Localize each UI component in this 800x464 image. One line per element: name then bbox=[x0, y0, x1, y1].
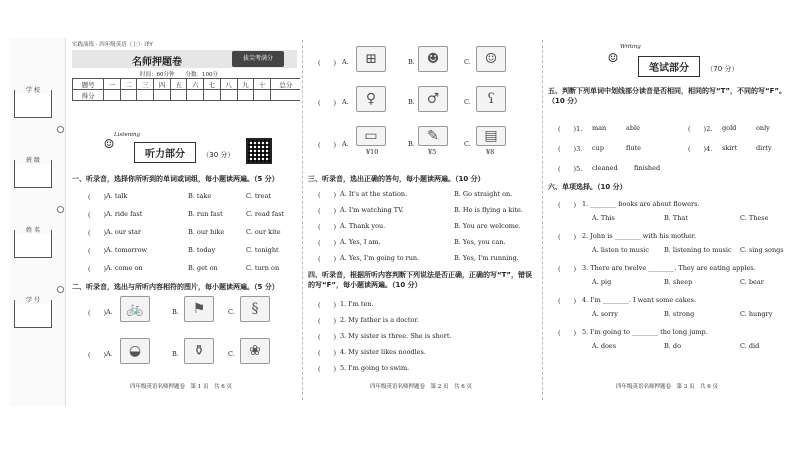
answer-blank[interactable]: ( ) bbox=[318, 349, 337, 357]
binding-hole bbox=[57, 206, 64, 213]
word-b: dirty bbox=[756, 144, 772, 152]
score-cell: 七 bbox=[204, 79, 221, 90]
q2-heading: 二、听录音，选出与所听内容相符的图片，每小题读两遍。（5 分） bbox=[72, 283, 279, 291]
question-stem: 3. There are twelve ________. They are eating apples. bbox=[582, 264, 756, 272]
option-b: B. bbox=[408, 98, 415, 106]
score-label-cell: 得分 bbox=[73, 90, 104, 101]
option-a: A. Yes, I'm going to run. bbox=[340, 254, 420, 262]
word-a: gold bbox=[722, 124, 737, 132]
option-b: B. run fast bbox=[188, 210, 223, 218]
writing-section-header bbox=[638, 56, 738, 77]
option-c: C. bbox=[228, 308, 235, 316]
word-b: only bbox=[756, 124, 770, 132]
question-stem: 1. ________ books are about flowers. bbox=[582, 200, 700, 208]
option-b: B. do bbox=[664, 342, 681, 350]
option-b: B. listening to music bbox=[664, 246, 732, 254]
page-title: 名师押题卷 bbox=[132, 57, 182, 68]
option-c: C. turn on bbox=[246, 264, 280, 272]
school-label: 学 校 bbox=[15, 85, 51, 94]
word-b: finished bbox=[634, 164, 661, 172]
name-box[interactable] bbox=[14, 227, 52, 258]
answer-blank[interactable]: ( ) bbox=[318, 255, 337, 263]
option-a: A. sorry bbox=[592, 310, 618, 318]
option-b: B. Go straight on. bbox=[454, 190, 513, 198]
student-id-label: 学 号 bbox=[15, 295, 51, 304]
pic-pen-icon: ✎ bbox=[418, 126, 448, 146]
answer-blank[interactable]: ( ) bbox=[88, 229, 107, 237]
option-a: A. It's at the station. bbox=[340, 190, 408, 198]
score-cell: 题号 bbox=[73, 79, 104, 90]
title-bar bbox=[72, 50, 297, 68]
word-b: able bbox=[626, 124, 640, 132]
option-a: A. This bbox=[592, 214, 615, 222]
q1-heading: 一、听录音，选择你所听到的单词或词组，每小题读两遍。（5 分） bbox=[72, 175, 279, 183]
answer-blank[interactable]: ( ) bbox=[88, 265, 107, 273]
answer-blank[interactable]: ( )1. bbox=[558, 125, 583, 133]
q4-heading: 四、听录音，根据所听内容判断下列说法是否正确，正确的写“T”，错误的写“F”，每小题读两遍。（10 分） bbox=[308, 271, 532, 289]
option-c: C. hungry bbox=[740, 310, 773, 318]
listening-section-header bbox=[134, 142, 234, 163]
answer-blank[interactable]: ( ) bbox=[318, 239, 337, 247]
binding-hole bbox=[57, 126, 64, 133]
option-c: C. read fast bbox=[246, 210, 285, 218]
answer-blank[interactable]: ( ) bbox=[558, 329, 577, 337]
price-label: ¥5 bbox=[428, 148, 437, 156]
option-b: B. today bbox=[188, 246, 216, 254]
school-box[interactable] bbox=[14, 87, 52, 118]
score-cell: 三 bbox=[137, 79, 154, 90]
option-b: B. Yes, you can. bbox=[454, 238, 506, 246]
option-a: A. bbox=[106, 350, 113, 358]
pic-bear-icon: ʕ bbox=[476, 86, 506, 112]
option-b: B. strong bbox=[664, 310, 695, 318]
pic-boy-reading-icon: ♂ bbox=[418, 86, 448, 112]
option-a: A. Yes, I am. bbox=[340, 238, 381, 246]
option-b: B. our bike bbox=[188, 228, 225, 236]
answer-blank[interactable]: ( ) bbox=[88, 309, 107, 317]
answer-blank[interactable]: ( ) bbox=[318, 207, 337, 215]
answer-blank[interactable]: ( )2. bbox=[688, 125, 713, 133]
question-stem: 5. I'm going to ________ the long jump. bbox=[582, 328, 708, 336]
pic-book-icon: ▤ bbox=[476, 126, 506, 146]
pic-dumplings-icon: ❀ bbox=[240, 338, 270, 364]
score-cell: 二 bbox=[120, 79, 137, 90]
statement: 1. I'm ten. bbox=[340, 300, 374, 308]
stamp-badge: 拔尖考满分 bbox=[232, 51, 284, 67]
score-cell: 六 bbox=[187, 79, 204, 90]
listening-points: （30 分） bbox=[202, 151, 235, 159]
answer-blank[interactable]: ( ) bbox=[318, 333, 337, 341]
answer-blank[interactable]: ( ) bbox=[318, 59, 337, 67]
answer-blank[interactable]: ( )3. bbox=[558, 145, 583, 153]
score-input-cell[interactable] bbox=[220, 90, 237, 101]
answer-blank[interactable]: ( ) bbox=[318, 317, 337, 325]
option-a: A. Thank you. bbox=[340, 222, 386, 230]
statement: 4. My sister likes noodles. bbox=[340, 348, 426, 356]
answer-blank[interactable]: ( ) bbox=[558, 297, 577, 305]
option-a: A. our star bbox=[106, 228, 142, 236]
name-label: 姓 名 bbox=[15, 225, 51, 234]
price-label: ¥8 bbox=[486, 148, 495, 156]
class-box[interactable] bbox=[14, 157, 52, 188]
answer-blank[interactable]: ( ) bbox=[318, 301, 337, 309]
word-a: skirt bbox=[722, 144, 738, 152]
score-cell: 一 bbox=[104, 79, 121, 90]
score-cell: 五 bbox=[170, 79, 187, 90]
option-a: A. bbox=[106, 308, 113, 316]
score-input-cell[interactable] bbox=[104, 90, 121, 101]
score-input-cell[interactable] bbox=[270, 90, 300, 101]
student-id-box[interactable] bbox=[14, 297, 52, 328]
option-b: B. He is flying a kite. bbox=[454, 206, 523, 214]
q5-heading: 五、判断下列单词中划线部分读音是否相同，相同的写“T”，不同的写“F”。（10 分） bbox=[548, 87, 786, 105]
option-c: C. sing songs bbox=[740, 246, 784, 254]
listening-title: 听力部分 bbox=[134, 142, 196, 163]
option-a: A. does bbox=[592, 342, 617, 350]
listening-mascot-icon: ☺ bbox=[103, 137, 115, 151]
score-input-cell[interactable] bbox=[170, 90, 187, 101]
option-c: C. bbox=[464, 58, 471, 66]
answer-blank[interactable]: ( ) bbox=[88, 351, 107, 359]
statement: 5. I'm going to swim. bbox=[340, 364, 410, 372]
page-footer: 四年级英语名师押题卷 第 3 页 共 6 页 bbox=[616, 384, 718, 390]
score-cell: 十 bbox=[254, 79, 271, 90]
pic-bag-icon: ⊞ bbox=[356, 46, 386, 72]
option-a: A. I'm watching TV. bbox=[340, 206, 404, 214]
answer-blank[interactable]: ( )4. bbox=[688, 145, 713, 153]
score-input-cell[interactable] bbox=[237, 90, 254, 101]
option-a: A. ride fast bbox=[106, 210, 143, 218]
page-footer: 四年级英语名师押题卷 第 1 页 共 6 页 bbox=[130, 384, 232, 390]
question-stem: 4. I'm ________. I want some cakes. bbox=[582, 296, 696, 304]
option-b: B. bbox=[172, 350, 179, 358]
qr-code-icon[interactable] bbox=[246, 138, 272, 164]
option-b: B. Yes, I'm running. bbox=[454, 254, 519, 262]
score-value-row bbox=[73, 90, 301, 101]
option-c: C. These bbox=[740, 214, 769, 222]
word-a: cleaned bbox=[592, 164, 618, 172]
answer-blank[interactable]: ( ) bbox=[318, 99, 337, 107]
answer-blank[interactable]: ( ) bbox=[88, 211, 107, 219]
statement: 3. My sister is three. She is short. bbox=[340, 332, 452, 340]
pic-bowl-icon: ◒ bbox=[120, 338, 150, 364]
answer-blank[interactable]: ( ) bbox=[318, 223, 337, 231]
option-b: B. That bbox=[664, 214, 688, 222]
pic-riding-icon: 🚲 bbox=[120, 296, 150, 322]
option-b: B. You are welcome. bbox=[454, 222, 521, 230]
option-b: B. bbox=[172, 308, 179, 316]
word-b: flute bbox=[626, 144, 641, 152]
class-label: 班 级 bbox=[15, 155, 51, 164]
option-c: C. did bbox=[740, 342, 760, 350]
option-c: C. bbox=[464, 98, 471, 106]
score-input-cell[interactable] bbox=[187, 90, 204, 101]
option-a: A. tomorrow bbox=[106, 246, 148, 254]
answer-blank[interactable]: ( )5. bbox=[558, 165, 583, 173]
writing-title: 笔试部分 bbox=[638, 56, 700, 77]
time-score-line: 时间：60分钟 分数：100分 bbox=[140, 72, 218, 78]
option-b: B. sheep bbox=[664, 278, 693, 286]
exam-page-2 bbox=[304, 38, 540, 406]
page-divider bbox=[542, 40, 543, 400]
writing-points: （70 分） bbox=[706, 65, 739, 73]
score-cell: 总分 bbox=[270, 79, 300, 90]
option-c: C. bbox=[464, 140, 471, 148]
exam-page-1 bbox=[10, 38, 300, 406]
pic-pencil-box-icon: ▭ bbox=[356, 126, 386, 146]
score-input-cell[interactable] bbox=[154, 90, 171, 101]
score-cell: 九 bbox=[237, 79, 254, 90]
word-a: cup bbox=[592, 144, 604, 152]
q6-heading: 六、单项选择。（10 分） bbox=[548, 183, 627, 191]
series-header: 实践演练 · 四年级英语（上）· 译Y bbox=[72, 42, 153, 48]
score-input-cell[interactable] bbox=[204, 90, 221, 101]
binding-hole bbox=[57, 286, 64, 293]
price-label: ¥10 bbox=[366, 148, 379, 156]
answer-blank[interactable]: ( ) bbox=[558, 265, 577, 273]
pic-girl-reading-icon: ♀ bbox=[356, 86, 386, 112]
option-b: B. take bbox=[188, 192, 212, 200]
pic-cat-icon: ☻ bbox=[418, 46, 448, 72]
answer-blank[interactable]: ( ) bbox=[88, 193, 107, 201]
binding-margin bbox=[10, 38, 66, 406]
pic-jar-icon: ⚱ bbox=[184, 338, 214, 364]
statement: 2. My father is a doctor. bbox=[340, 316, 419, 324]
pic-snake-icon: § bbox=[240, 296, 270, 322]
answer-blank[interactable]: ( ) bbox=[318, 365, 337, 373]
pic-monkey-icon: ☺ bbox=[476, 46, 506, 72]
option-a: A. come on bbox=[106, 264, 143, 272]
word-a: man bbox=[592, 124, 607, 132]
exam-page-3 bbox=[544, 38, 790, 406]
answer-blank[interactable]: ( ) bbox=[558, 233, 577, 241]
option-a: A. bbox=[342, 140, 349, 148]
option-b: B. bbox=[408, 140, 415, 148]
option-a: A. listen to music bbox=[592, 246, 650, 254]
answer-blank[interactable]: ( ) bbox=[88, 247, 107, 255]
answer-blank[interactable]: ( ) bbox=[318, 141, 337, 149]
page-footer: 四年级英语名师押题卷 第 2 页 共 6 页 bbox=[370, 384, 472, 390]
score-input-cell[interactable] bbox=[120, 90, 137, 101]
writing-mascot-icon: ☺ bbox=[607, 51, 619, 65]
q3-heading: 三、听录音，选出正确的答句，每小题读两遍。（10 分） bbox=[308, 175, 485, 183]
question-stem: 2. John is ________ with his mother. bbox=[582, 232, 697, 240]
option-c: C. treat bbox=[246, 192, 271, 200]
option-b: B. bbox=[408, 58, 415, 66]
option-c: C. tonight bbox=[246, 246, 279, 254]
option-a: A. bbox=[342, 58, 349, 66]
answer-blank[interactable]: ( ) bbox=[558, 201, 577, 209]
answer-blank[interactable]: ( ) bbox=[318, 191, 337, 199]
option-a: A. pig bbox=[592, 278, 612, 286]
option-c: C. bbox=[228, 350, 235, 358]
page-divider bbox=[302, 40, 303, 400]
score-input-cell[interactable] bbox=[137, 90, 154, 101]
option-a: A. bbox=[342, 98, 349, 106]
option-a: A. talk bbox=[106, 192, 128, 200]
option-c: C. bear bbox=[740, 278, 764, 286]
score-header-row bbox=[73, 79, 301, 90]
listening-tag: Listening bbox=[114, 132, 141, 138]
option-b: B. get on bbox=[188, 264, 218, 272]
score-table bbox=[72, 78, 300, 101]
score-cell: 八 bbox=[220, 79, 237, 90]
writing-tag: Writing bbox=[620, 44, 641, 50]
score-cell: 四 bbox=[154, 79, 171, 90]
pic-sign-icon: ⚑ bbox=[184, 296, 214, 322]
score-input-cell[interactable] bbox=[254, 90, 271, 101]
option-c: C. our kite bbox=[246, 228, 281, 236]
